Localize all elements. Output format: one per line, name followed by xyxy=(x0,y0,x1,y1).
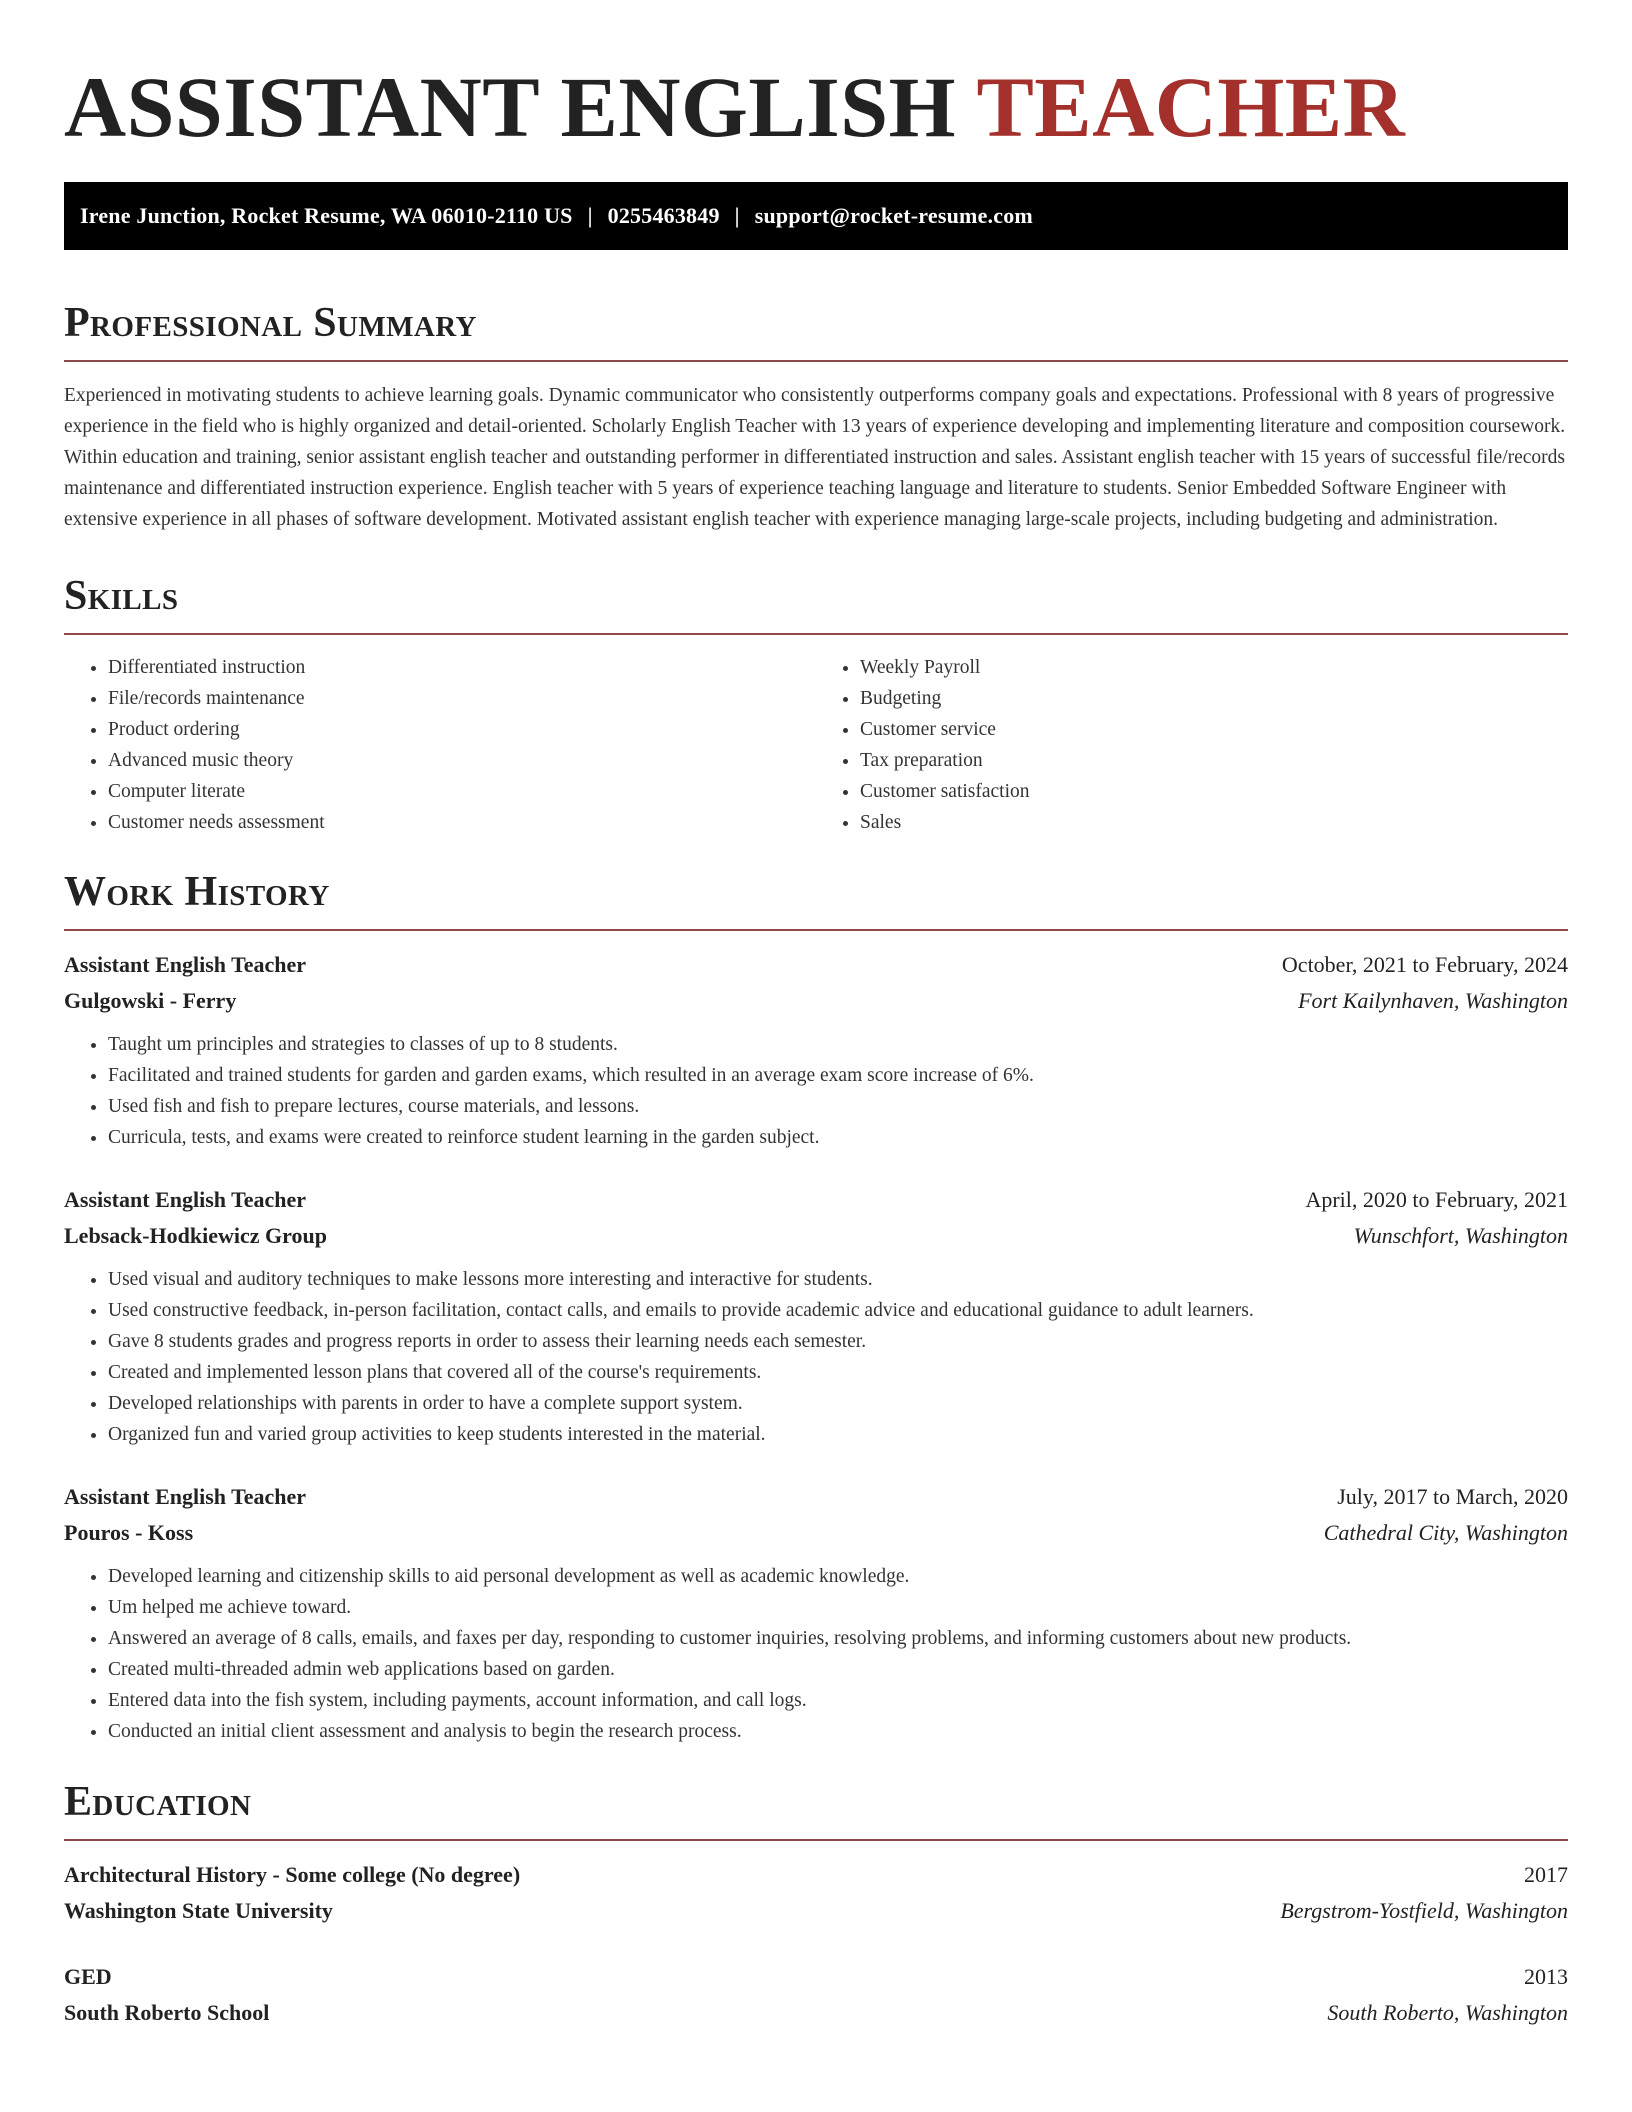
contact-address: Irene Junction, Rocket Resume, WA 06010-2110 US xyxy=(80,203,573,228)
job-bullet: • Organized fun and varied group activities to keep students interested in the material. xyxy=(108,1419,1568,1450)
skills-section xyxy=(64,575,1568,838)
job-bullet: • Curricula, tests, and exams were created to reinforce student learning in the garden subject. xyxy=(108,1122,1568,1153)
page-title xyxy=(64,58,1568,155)
contact-separator: | xyxy=(734,203,740,228)
job-bullet: • Developed relationships with parents in order to have a complete support system. xyxy=(108,1388,1568,1419)
skill-item: • Budgeting xyxy=(860,683,1568,714)
skill-item: • Customer service xyxy=(860,714,1568,745)
section-heading: Skills xyxy=(64,575,1568,635)
education-degree: Architectural History - Some college (No degree) xyxy=(64,1862,521,1887)
job-bullet: • Conducted an initial client assessment and analysis to begin the research process. xyxy=(108,1716,1568,1747)
skill-item: • Product ordering xyxy=(108,714,816,745)
skill-item: • Weekly Payroll xyxy=(860,652,1568,683)
job-bullet: • Created multi-threaded admin web applications based on garden. xyxy=(108,1654,1568,1685)
skill-item: • Advanced music theory xyxy=(108,745,816,776)
contact-phone: 0255463849 xyxy=(607,203,720,228)
job-bullet: • Um helped me achieve toward. xyxy=(108,1592,1568,1623)
job-title: Assistant English Teacher xyxy=(64,952,307,977)
skill-item: • Differentiated instruction xyxy=(108,652,816,683)
contact-separator: | xyxy=(587,203,593,228)
job-entry xyxy=(64,947,1568,1153)
section-heading: Education xyxy=(64,1781,1568,1841)
skills-columns xyxy=(64,652,1568,838)
skill-item: • Customer needs assessment xyxy=(108,807,816,838)
skill-item: • Customer satisfaction xyxy=(860,776,1568,807)
skill-item: • File/records maintenance xyxy=(108,683,816,714)
job-entry xyxy=(64,1479,1568,1747)
job-bullet: • Developed learning and citizenship skills to aid personal development as well as academic knowledge. xyxy=(108,1561,1568,1592)
job-dates: October, 2021 to February, 2024 xyxy=(1281,952,1568,977)
job-bullet: • Taught um principles and strategies to classes of up to 8 students. xyxy=(108,1029,1568,1060)
education-degree: GED xyxy=(64,1964,112,1989)
job-dates: April, 2020 to February, 2021 xyxy=(1305,1187,1568,1212)
job-entry xyxy=(64,1182,1568,1450)
job-bullet: • Used fish and fish to prepare lectures, course materials, and lessons. xyxy=(108,1091,1568,1122)
section-heading: Work History xyxy=(64,871,1568,931)
summary-text: Experienced in motivating students to achieve learning goals. Dynamic communicator who consistently outperforms company goals and expectations. Professional with 8 years of progressive experience in the field who is highly organized and detail-oriented. Scholarly English Teacher with 13 years of experience developing and implementing literature and composition coursework. Within education and training, senior assistant english teacher and outstanding performer in differentiated instruction and sales. Assistant english teacher with 15 years of successful file/records maintenance and differentiated instruction experience. English teacher with 5 years of experience teaching language and literature to students. Senior Embedded Software Engineer with extensive experience in all phases of software development. Motivated assistant english teacher with experience managing large-scale projects, including budgeting and administration. xyxy=(64,385,1566,530)
job-company: Lebsack-Hodkiewicz Group xyxy=(64,1223,328,1248)
education-school: Washington State University xyxy=(64,1898,333,1923)
job-location: Cathedral City, Washington xyxy=(1323,1520,1568,1545)
education-year: 2013 xyxy=(1524,1964,1568,1989)
job-bullet: • Answered an average of 8 calls, emails, and faxes per day, responding to customer inquiries, resolving problems, and informing customers about new products. xyxy=(108,1623,1568,1654)
contact-email: support@rocket-resume.com xyxy=(754,203,1033,228)
skills-list-left xyxy=(64,652,816,838)
title-accent: TEACHER xyxy=(976,59,1406,155)
education-school: South Roberto School xyxy=(64,2000,270,2025)
job-title: Assistant English Teacher xyxy=(64,1484,307,1509)
job-bullets xyxy=(64,1029,1568,1153)
job-bullets xyxy=(64,1561,1568,1747)
job-bullet: • Used constructive feedback, in-person facilitation, contact calls, and emails to provide academic advice and educational guidance to adult learners. xyxy=(108,1295,1568,1326)
job-bullet: • Created and implemented lesson plans that covered all of the course's requirements. xyxy=(108,1357,1568,1388)
job-company: Gulgowski - Ferry xyxy=(64,988,237,1013)
job-dates: July, 2017 to March, 2020 xyxy=(1337,1484,1568,1509)
work-history-section xyxy=(64,871,1568,1747)
section-heading: Professional Summary xyxy=(64,302,1568,362)
education-entry xyxy=(64,1959,1568,2031)
job-location: Wunschfort, Washington xyxy=(1353,1223,1568,1248)
job-bullet: • Used visual and auditory techniques to make lessons more interesting and interactive for students. xyxy=(108,1264,1568,1295)
job-company: Pouros - Koss xyxy=(64,1520,194,1545)
contact-bar xyxy=(64,182,1568,250)
job-bullet: • Facilitated and trained students for garden and garden exams, which resulted in an average exam score increase of 6%. xyxy=(108,1060,1568,1091)
education-year: 2017 xyxy=(1524,1862,1568,1887)
skill-item: • Computer literate xyxy=(108,776,816,807)
job-bullet: • Entered data into the fish system, including payments, account information, and call logs. xyxy=(108,1685,1568,1716)
skills-list-right xyxy=(816,652,1568,838)
job-title: Assistant English Teacher xyxy=(64,1187,307,1212)
skill-item: • Tax preparation xyxy=(860,745,1568,776)
education-location: Bergstrom-Yostfield, Washington xyxy=(1280,1898,1568,1923)
education-location: South Roberto, Washington xyxy=(1327,2000,1568,2025)
job-location: Fort Kailynhaven, Washington xyxy=(1298,988,1568,1013)
summary-section xyxy=(64,302,1568,535)
education-entry xyxy=(64,1857,1568,1929)
skill-item: • Sales xyxy=(860,807,1568,838)
title-main: ASSISTANT ENGLISH xyxy=(64,59,956,155)
job-bullet: • Gave 8 students grades and progress reports in order to assess their learning needs each semester. xyxy=(108,1326,1568,1357)
education-section xyxy=(64,1781,1568,2031)
job-bullets xyxy=(64,1264,1568,1450)
